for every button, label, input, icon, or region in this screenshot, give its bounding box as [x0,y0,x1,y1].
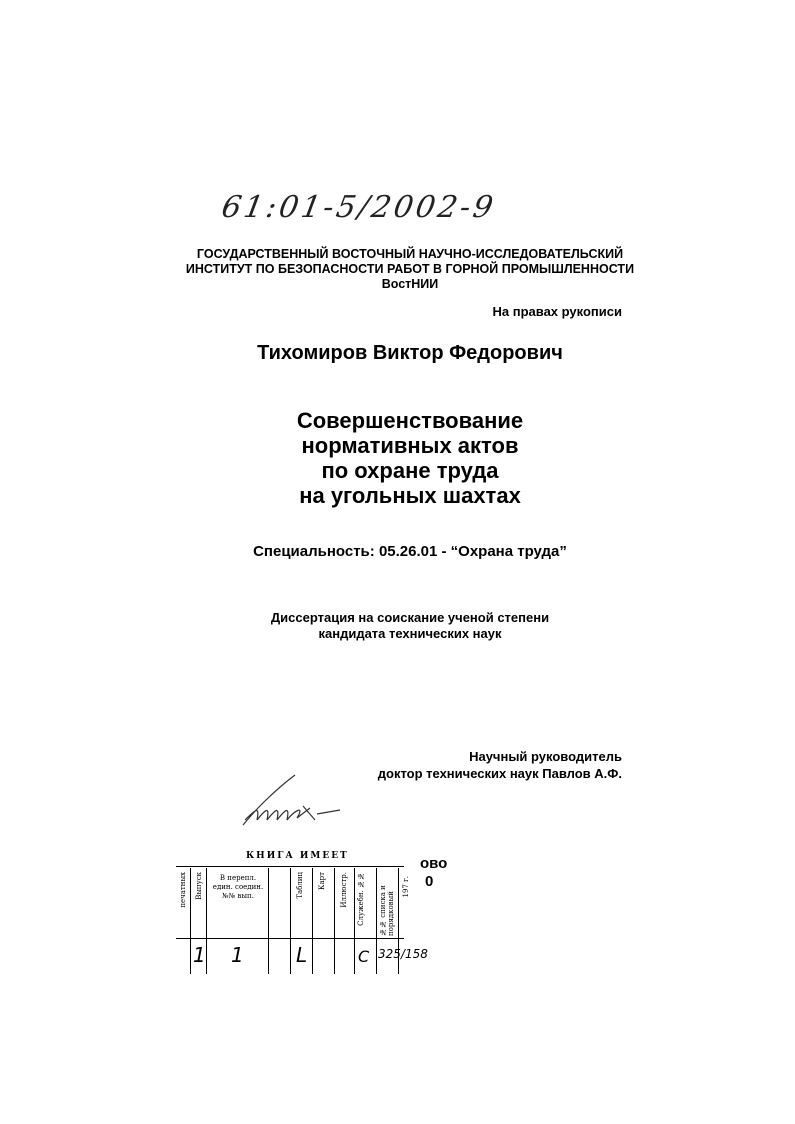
stamp-col: Служебн. №№ [357,872,365,926]
stamp-col: Карт [318,872,326,890]
stamp-value: 1 [231,943,244,967]
stamp-col: Выпуск [195,872,203,900]
stamp-col: 197 г. [402,876,410,898]
degree-line-1: Диссертация на соискание ученой степени [270,610,550,625]
archive-code-handwritten: 61:01-5/2002-9 [218,190,499,225]
title-line-4: на угольных шахтах [299,483,521,508]
supervisor-label: Научный руководитель [469,749,622,764]
supervisor-name: доктор технических наук Павлов А.Ф. [377,766,622,781]
city-fragment: ово [420,855,448,872]
degree-line-2: кандидата технических наук [318,626,502,641]
author-name: Тихомиров Виктор Федорович [257,342,563,364]
stamp-title: КНИГА ИМЕЕТ [246,851,349,861]
specialty: Специальность: 05.26.01 - “Охрана труда” [253,543,567,560]
stamp-value: С [358,947,370,966]
library-stamp [176,846,428,974]
stamp-col: Иллюстр. [340,872,348,908]
manuscript-rights: На правах рукописи [492,304,622,319]
stamp-col: Таблиц [296,872,304,899]
title-line-3: по охране труда [321,458,499,483]
title-line-1: Совершенствование [296,408,524,433]
institution-abbr: ВостНИИ [381,277,439,291]
stamp-value: 1 [193,943,206,967]
stamp-col: печатных [179,872,187,908]
institution-line-1: ГОСУДАРСТВЕННЫЙ ВОСТОЧНЫЙ НАУЧНО-ИССЛЕДОВАТЕЛЬСКИЙ [196,247,624,261]
institution-line-2: ИНСТИТУТ ПО БЕЗОПАСНОСТИ РАБОТ В ГОРНОЙ ПРОМЫШЛЕННОСТИ [185,262,635,276]
stamp-col: В перепл. един. соедин. №№ вып. [212,874,264,900]
signature [235,770,345,830]
stamp-col: №№ списка и порядковый [379,885,395,936]
year-fragment: 0 [425,873,434,890]
stamp-value: 325/158 [378,947,428,961]
stamp-value: L [296,943,308,967]
title-line-2: нормативных актов [301,433,519,458]
